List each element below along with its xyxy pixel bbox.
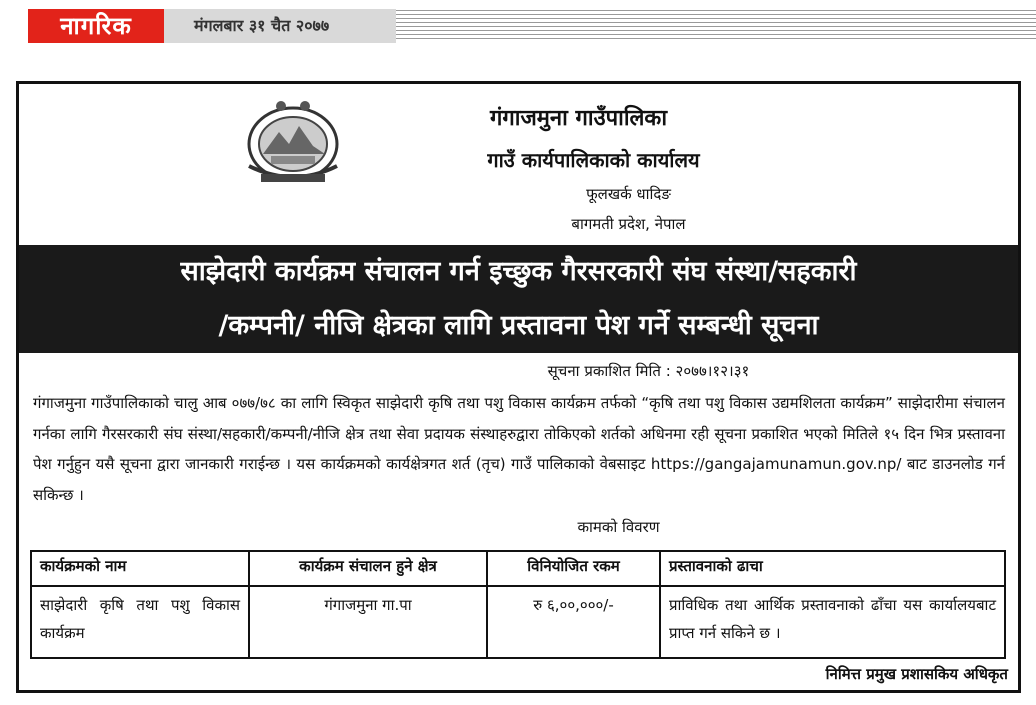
newspaper-logo: नागरिक bbox=[28, 9, 164, 43]
table-row bbox=[31, 586, 1005, 658]
cell-proposal-format: प्राविधिक तथा आर्थिक प्रस्तावनाको ढाँचा यस कार्यालयबाट प्राप्त गर्न सकिने छ । bbox=[660, 586, 1005, 658]
header-allocated-amount: विनियोजित रकम bbox=[487, 551, 660, 586]
header-program-area: कार्यक्रम संचालन हुने क्षेत्र bbox=[249, 551, 487, 586]
table-header-row bbox=[31, 551, 1005, 586]
works-title: कामको विवरण bbox=[577, 518, 660, 536]
location-line-2: बागमती प्रदेश, नेपाल bbox=[571, 215, 686, 233]
header-program-name: कार्यक्रमको नाम bbox=[31, 551, 249, 586]
headline-line-2: /कम्पनी/ नीजि क्षेत्रका लागि प्रस्तावना पेश गर्ने सम्बन्धी सूचना bbox=[218, 310, 819, 341]
cell-allocated-amount: रु ६,००,०००/- bbox=[487, 586, 660, 658]
cell-program-area: गंगाजमुना गा.पा bbox=[249, 586, 487, 658]
signoff: निमित्त प्रमुख प्रशासकिय अधिकृत bbox=[825, 665, 1008, 683]
header-proposal-format: प्रस्तावनाको ढाचा bbox=[660, 551, 1005, 586]
works-table bbox=[30, 550, 1006, 659]
publish-date: सूचना प्रकाशित मिति : २०७७।१२।३१ bbox=[547, 362, 750, 380]
issue-date: मंगलबार ३१ चैत २०७७ bbox=[164, 9, 396, 43]
notice-body: गंगाजमुना गाउँपालिकाको चालु आब ०७७/७८ का लागि स्विकृत साझेदारी कृषि तथा पशु विकास कार्यक्रम तर्फको “कृषि तथा पशु विकास उद्यमशिलता कार्यक्रम” साझेदारीमा संचालन गर्नका लागि गैरसरकारी संघ संस्था/सहकारी/कम्पनी/नीजि क्षेत्र तथा सेवा प्रदायक संस्थाहरुद्वारा तोकिएको शर्तको अधिनमा रही सूचना प्रकाशित भएको मितिले १५ दिन भित्र प्रस्तावना पेश गर्नुहुन यसै सूचना द्वारा जानकारी गराईन्छ । यस कार्यक्रमको कार्यक्षेत्रगत शर्त (तृच) गाउँ पालिकाको वेबसाइट https://gangajamunamun.gov.np/ बाट डाउनलोड गर्न सकिन्छ । bbox=[33, 394, 1005, 504]
headline-banner bbox=[19, 245, 1018, 353]
cell-program-name: साझेदारी कृषि तथा पशु विकास कार्यक्रम bbox=[31, 586, 249, 658]
headline-line-1: साझेदारी कार्यक्रम संचालन गर्न इच्छुक गैरसरकारी संघ संस्था/सहकारी bbox=[180, 256, 857, 287]
newspaper-masthead bbox=[0, 0, 1036, 50]
masthead-rules bbox=[396, 10, 1036, 42]
office-name: गाउँ कार्यपालिकाको कार्यालय bbox=[487, 148, 700, 172]
location-line-1: फूलखर्क धादिङ bbox=[586, 185, 671, 203]
org-name: गंगाजमुना गाउँपालिका bbox=[489, 106, 668, 131]
public-notice bbox=[16, 81, 1021, 693]
